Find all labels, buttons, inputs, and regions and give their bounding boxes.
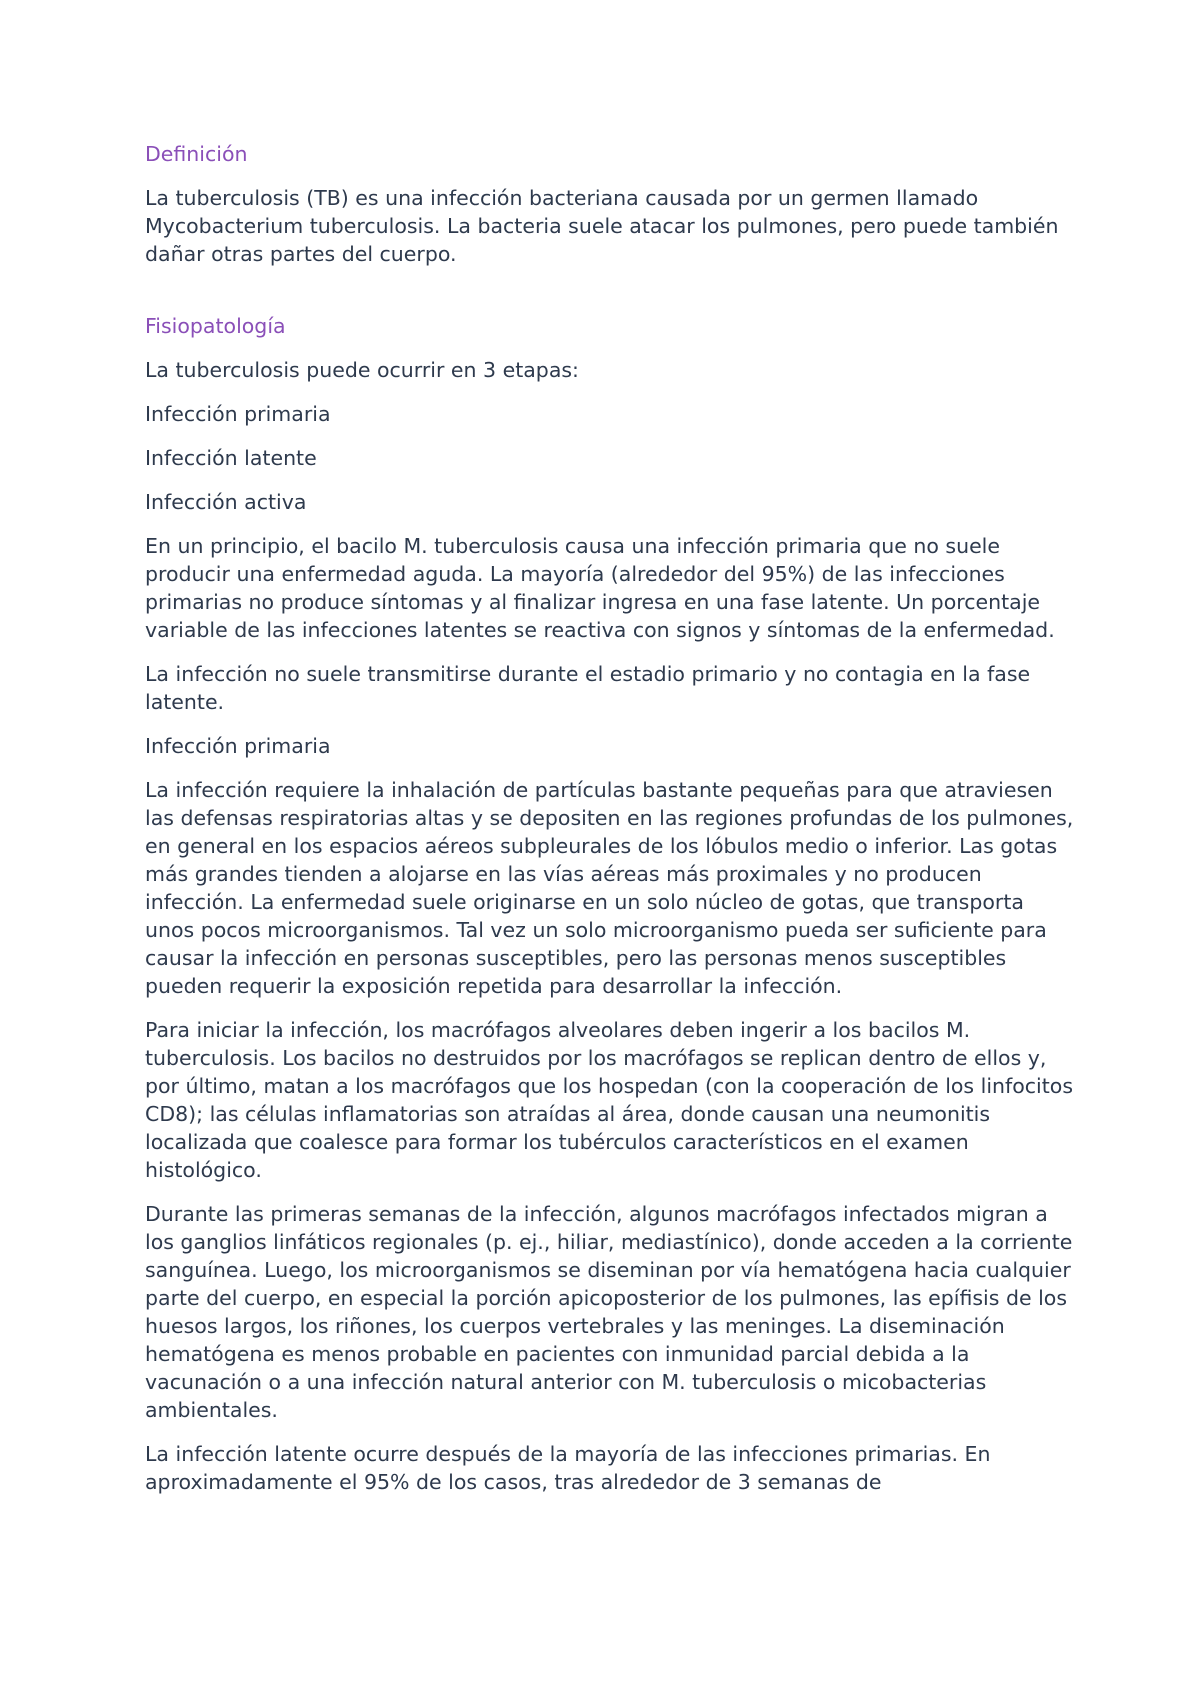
list-item: Infección primaria xyxy=(145,402,331,426)
list-item: Infección activa xyxy=(145,490,307,514)
subheading-infeccion-primaria: Infección primaria xyxy=(145,734,331,758)
section-heading-fisiopatologia: Fisiopatología xyxy=(145,314,286,338)
paragraph: En un principio, el bacilo M. tuberculosis causa una infección primaria que no suele producir una enfermedad aguda. La mayoría (alrededor del 95%) de las infecciones primarias no produce síntomas y al finalizar ingresa en una fase latente. Un porcentaje variable de las infecciones latentes se reactiva con signos y síntomas de la enfermedad. xyxy=(145,534,1055,642)
paragraph: La infección no suele transmitirse durante el estadio primario y no contagia en la fase latente. xyxy=(145,662,1031,714)
section-heading-definicion: Definición xyxy=(145,142,248,166)
document-page xyxy=(145,140,1075,1512)
paragraph: La tuberculosis (TB) es una infección bacteriana causada por un germen llamado Mycobacterium tuberculosis. La bacteria suele atacar los pulmones, pero puede también dañar otras partes del cuerpo. xyxy=(145,186,1059,266)
paragraph: La infección latente ocurre después de la mayoría de las infecciones primarias. En aproximadamente el 95% de los casos, tras alrededor de 3 semanas de xyxy=(145,1442,991,1494)
section-spacer xyxy=(145,284,1075,312)
paragraph: Para iniciar la infección, los macrófagos alveolares deben ingerir a los bacilos M. tuberculosis. Los bacilos no destruidos por los macrófagos se replican dentro de ellos y, por último, matan a los macrófagos que los hospedan (con la cooperación de los linfocitos CD8); las células inflamatorias son atraídas al área, donde causan una neumonitis localizada que coalesce para formar los tubérculos característicos en el examen histológico. xyxy=(145,1018,1073,1182)
paragraph: Durante las primeras semanas de la infección, algunos macrófagos infectados migran a los ganglios linfáticos regionales (p. ej., hiliar, mediastínico), donde acceden a la corriente sanguínea. Luego, los microorganismos se diseminan por vía hematógena hacia cualquier parte del cuerpo, en especial la porción apicoposterior de los pulmones, las epífisis de los huesos largos, los riñones, los cuerpos vertebrales y las meninges. La diseminación hematógena es menos probable en pacientes con inmunidad parcial debida a la vacunación o a una infección natural anterior con M. tuberculosis o micobacterias ambientales. xyxy=(145,1202,1073,1422)
paragraph: La infección requiere la inhalación de partículas bastante pequeñas para que atraviesen las defensas respiratorias altas y se depositen en las regiones profundas de los pulmones, en general en los espacios aéreos subpleurales de los lóbulos medio o inferior. Las gotas más grandes tienden a alojarse en las vías aéreas más proximales y no producen infección. La enfermedad suele originarse en un solo núcleo de gotas, que transporta unos pocos microorganismos. Tal vez un solo microorganismo pueda ser suficiente para causar la infección en personas susceptibles, pero las personas menos susceptibles pueden requerir la exposición repetida para desarrollar la infección. xyxy=(145,778,1074,998)
paragraph: La tuberculosis puede ocurrir en 3 etapas: xyxy=(145,358,579,382)
list-item: Infección latente xyxy=(145,446,317,470)
